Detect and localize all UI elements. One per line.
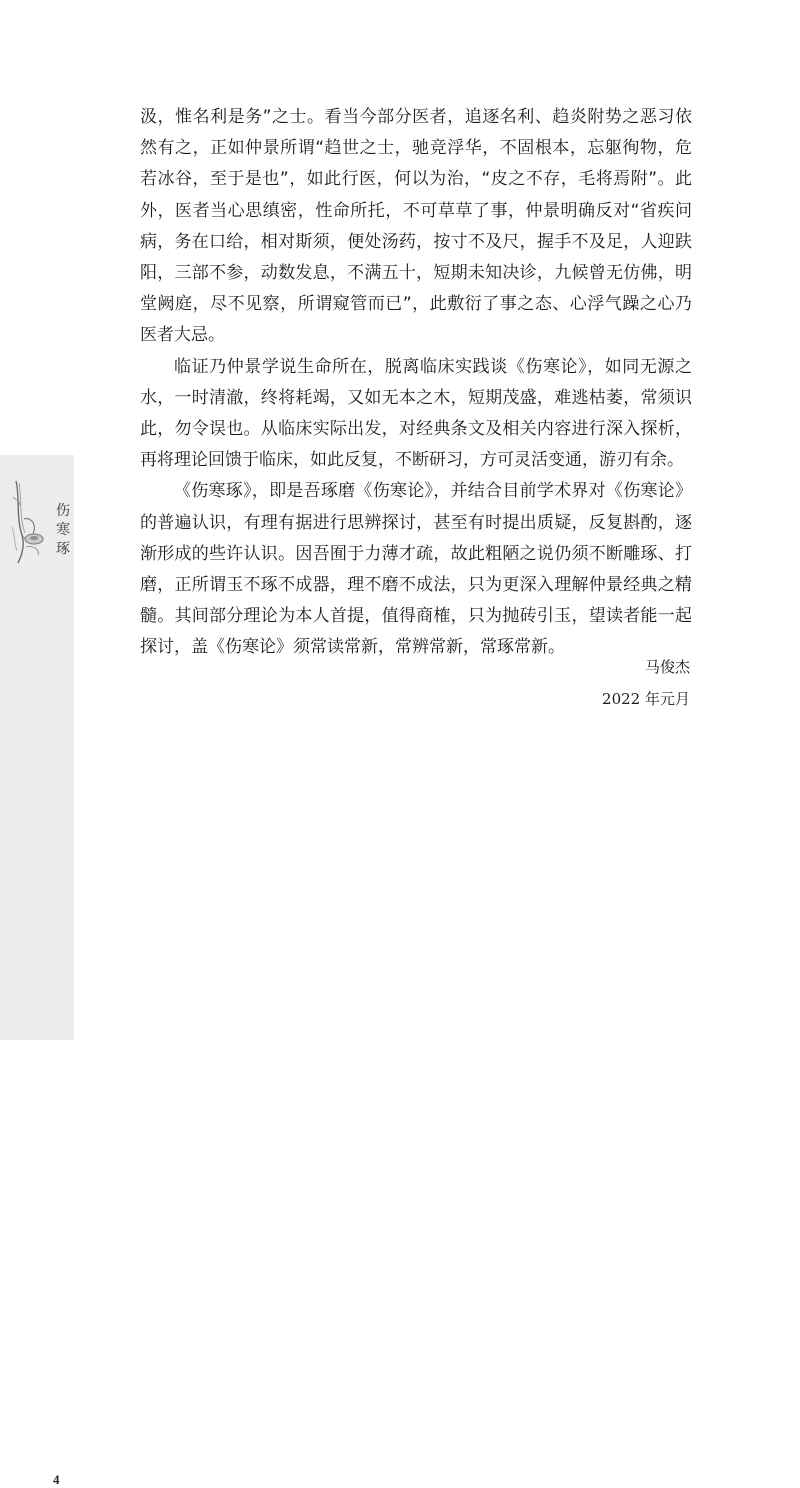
paragraph: 汲，惟名利是务”之士。看当今部分医者，追逐名利、趋炎附势之恶习依然有之，正如仲景所谓“趋世之士，驰竞浮华，不固根本，忘躯徇物，危若冰谷，至于是也”，如此行医，何以为治，“皮之不存，毛将焉附”。此外，医者当心思缜密，性命所托，不可草草了事，仲景明确反对“省疾问病，务在口给，相对斯须，便处汤药，按寸不及尺，握手不及足，人迎趺阳，三部不参，动数发息，不满五十，短期未知决诊，九候曾无仿佛，明堂阙庭，尽不见察，所谓窥管而已”，此敷衍了事之态、心浮气躁之心乃医者大忌。 xyxy=(140,107,692,346)
brush-and-ink-stone-emblem-icon xyxy=(10,477,72,567)
page-number: 4 xyxy=(53,1472,60,1487)
body-text xyxy=(140,102,692,664)
book-title-char: 寒 xyxy=(56,522,72,538)
paragraph: 《伤寒琢》，即是吾琢磨《伤寒论》，并结合目前学术界对《伤寒论》的普遍认识，有理有据进行思辨探讨，甚至有时提出质疑，反复斟酌，逐渐形成的些许认识。因吾囿于力薄才疏，故此粗陋之说仍须不断雕琢、打磨，正所谓玉不琢不成器，理不磨不成法，只为更深入理解仲景经典之精髓。其间部分理论为本人首提，值得商榷，只为抛砖引玉，望读者能一起探讨，盖《伤寒论》须常读常新，常辨常新，常琢常新。 xyxy=(140,481,692,658)
book-title-char: 琢 xyxy=(56,541,72,557)
signature-date: 2022 年元月 xyxy=(602,690,690,708)
author-name: 马俊杰 xyxy=(644,658,690,676)
book-title-char: 伤 xyxy=(56,503,72,519)
paragraph: 临证乃仲景学说生命所在，脱离临床实践谈《伤寒论》，如同无源之水，一时清澈，终将耗竭，又如无本之木，短期茂盛，难逃枯萎，常须识此，勿令误也。从临床实际出发，对经典条文及相关内容进行深入探析，再将理论回馈于临床，如此反复，不断研习，方可灵活变通，游刃有余。 xyxy=(140,356,692,471)
signature-block xyxy=(602,651,690,715)
book-title-vertical xyxy=(55,502,73,559)
side-tab xyxy=(0,455,74,1487)
